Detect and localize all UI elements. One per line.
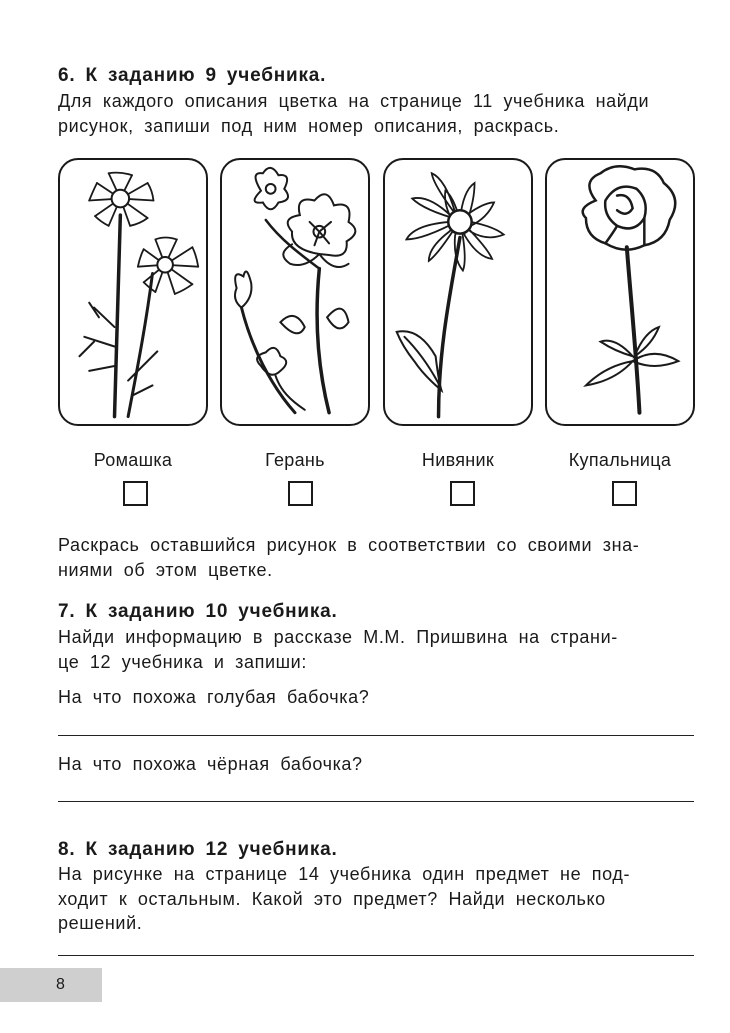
flower-name-geranium: Герань [265,450,325,470]
question-blue-butterfly: На что похожа голубая бабочка? [58,687,370,707]
geranium-icon [222,160,368,424]
flower-name-oxeye-daisy: Нивяник [421,450,495,470]
task-8-instruction-line-1: На рисунке на странице 14 учебника один предмет не под- [58,864,631,884]
answer-box-globeflower[interactable] [612,481,637,506]
task-6-instruction-line-1: Для каждого описания цветка на странице 11 учебника найди [58,91,650,111]
page-number: 8 [56,976,65,993]
page-number-tab [0,968,102,1002]
flower-name-globeflower: Купальница [568,450,672,470]
globeflower-icon [547,160,693,424]
answer-line-blue-butterfly[interactable] [58,735,694,736]
task-8-instruction-line-2: ходит к остальным. Какой это предмет? Найди несколько [58,889,606,909]
answer-box-oxeye-daisy[interactable] [450,481,475,506]
globeflower-card [545,158,695,426]
task-6-instruction-line-2: рисунок, запиши под ним номер описания, раскрась. [58,116,560,136]
color-instruction-line-1: Раскрась оставшийся рисунок в соответствии со своими зна- [58,535,640,555]
task-7-instruction-line-2: це 12 учебника и запиши: [58,652,307,672]
task-7-instruction-line-1: Найди информацию в рассказе М.М. Пришвина на страни- [58,627,618,647]
task-7-heading: 7. К заданию 10 учебника. [58,601,338,622]
question-black-butterfly: На что похожа чёрная бабочка? [58,754,363,774]
chamomile-icon [60,160,206,424]
color-instruction-line-2: ниями об этом цветке. [58,560,273,580]
answer-box-chamomile[interactable] [123,481,148,506]
answer-line-task-8[interactable] [58,955,694,956]
answer-box-geranium[interactable] [288,481,313,506]
geranium-card [220,158,370,426]
oxeye-daisy-icon [385,160,531,424]
task-8-instruction-line-3: решений. [58,913,143,933]
oxeye-daisy-card [383,158,533,426]
task-8-heading: 8. К заданию 12 учебника. [58,839,338,860]
flower-name-chamomile: Ромашка [93,450,173,470]
chamomile-card [58,158,208,426]
task-6-heading: 6. К заданию 9 учебника. [58,65,327,86]
answer-line-black-butterfly[interactable] [58,801,694,802]
